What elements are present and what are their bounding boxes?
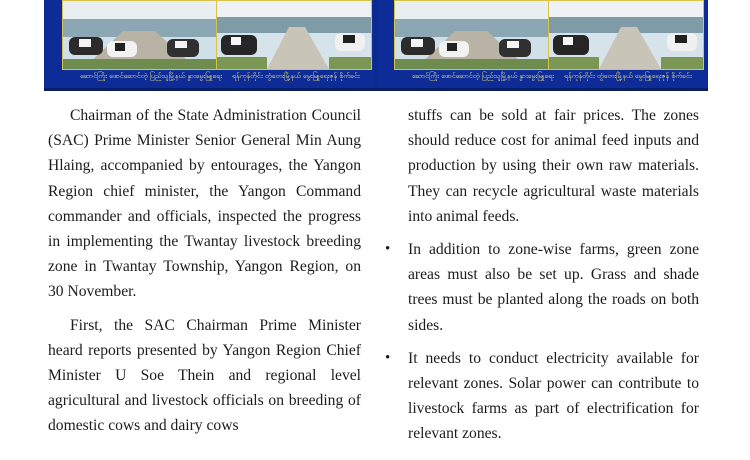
- cow-barn-aisle-photo: [548, 0, 704, 70]
- bullet-list: [408, 237, 699, 447]
- photo-panel-left: [46, 0, 374, 88]
- cow-barn-photo: [62, 0, 218, 70]
- continued-paragraph: stuffs can be sold at fair prices. The zones should reduce cost for animal feed inputs and production by using their own raw materials. They can recycle agricultural waste materials into animal feeds.: [408, 107, 699, 225]
- body-paragraph: Chairman of the State Administration Council (SAC) Prime Minister Senior General Min Aung Hlaing, accompanied by entourages, the Yangon Region chief minister, the Yangon Command commander and officials, inspected the progress in implementing the Twantay livestock breeding zone in Twantay Township, Yangon Region, on 30 November.: [48, 107, 361, 301]
- photo-caption: ဆောင်ကြိုး ဖောင်ဆောင်တဲ့ ပြည်သူမြို့နယ် နွားမွေးမြူရေး: [80, 72, 222, 80]
- photo-caption: ဆောင်ကြိုး ဖောင်ဆောင်တဲ့ ပြည်သူမြို့နယ် နွားမွေးမြူရေး: [412, 72, 554, 80]
- cow-barn-photo: [394, 0, 550, 70]
- photo-panel-right: [378, 0, 706, 88]
- bullet-item: • It needs to conduct electricity available for relevant zones. Solar power can contribute to livestock farms as part of electrification for relevant zones.: [408, 346, 699, 447]
- photo-caption: ရန်ကုန်တိုင်း တွံတေးမြို့နယ် မွေးမြူရေးဇုန် စိုက်ခင်း: [232, 72, 360, 80]
- body-paragraph: First, the SAC Chairman Prime Minister heard reports presented by Yangon Region Chief Minister U Soe Thein and regional level agricultural and livestock officials on breeding of domestic cows and dairy cows: [48, 316, 361, 435]
- cow-barn-aisle-photo: [216, 0, 372, 70]
- bullet-item: • In addition to zone-wise farms, green zone areas must also be set up. Grass and shade trees must be planted along the roads on both sides.: [408, 237, 699, 338]
- photo-strip: [44, 0, 708, 91]
- left-column: [48, 103, 361, 439]
- photo-caption: ရန်ကုန်တိုင်း တွံတေးမြို့နယ် မွေးမြူရေးဇုန် စိုက်ခင်း: [564, 72, 692, 80]
- right-column: [408, 103, 699, 455]
